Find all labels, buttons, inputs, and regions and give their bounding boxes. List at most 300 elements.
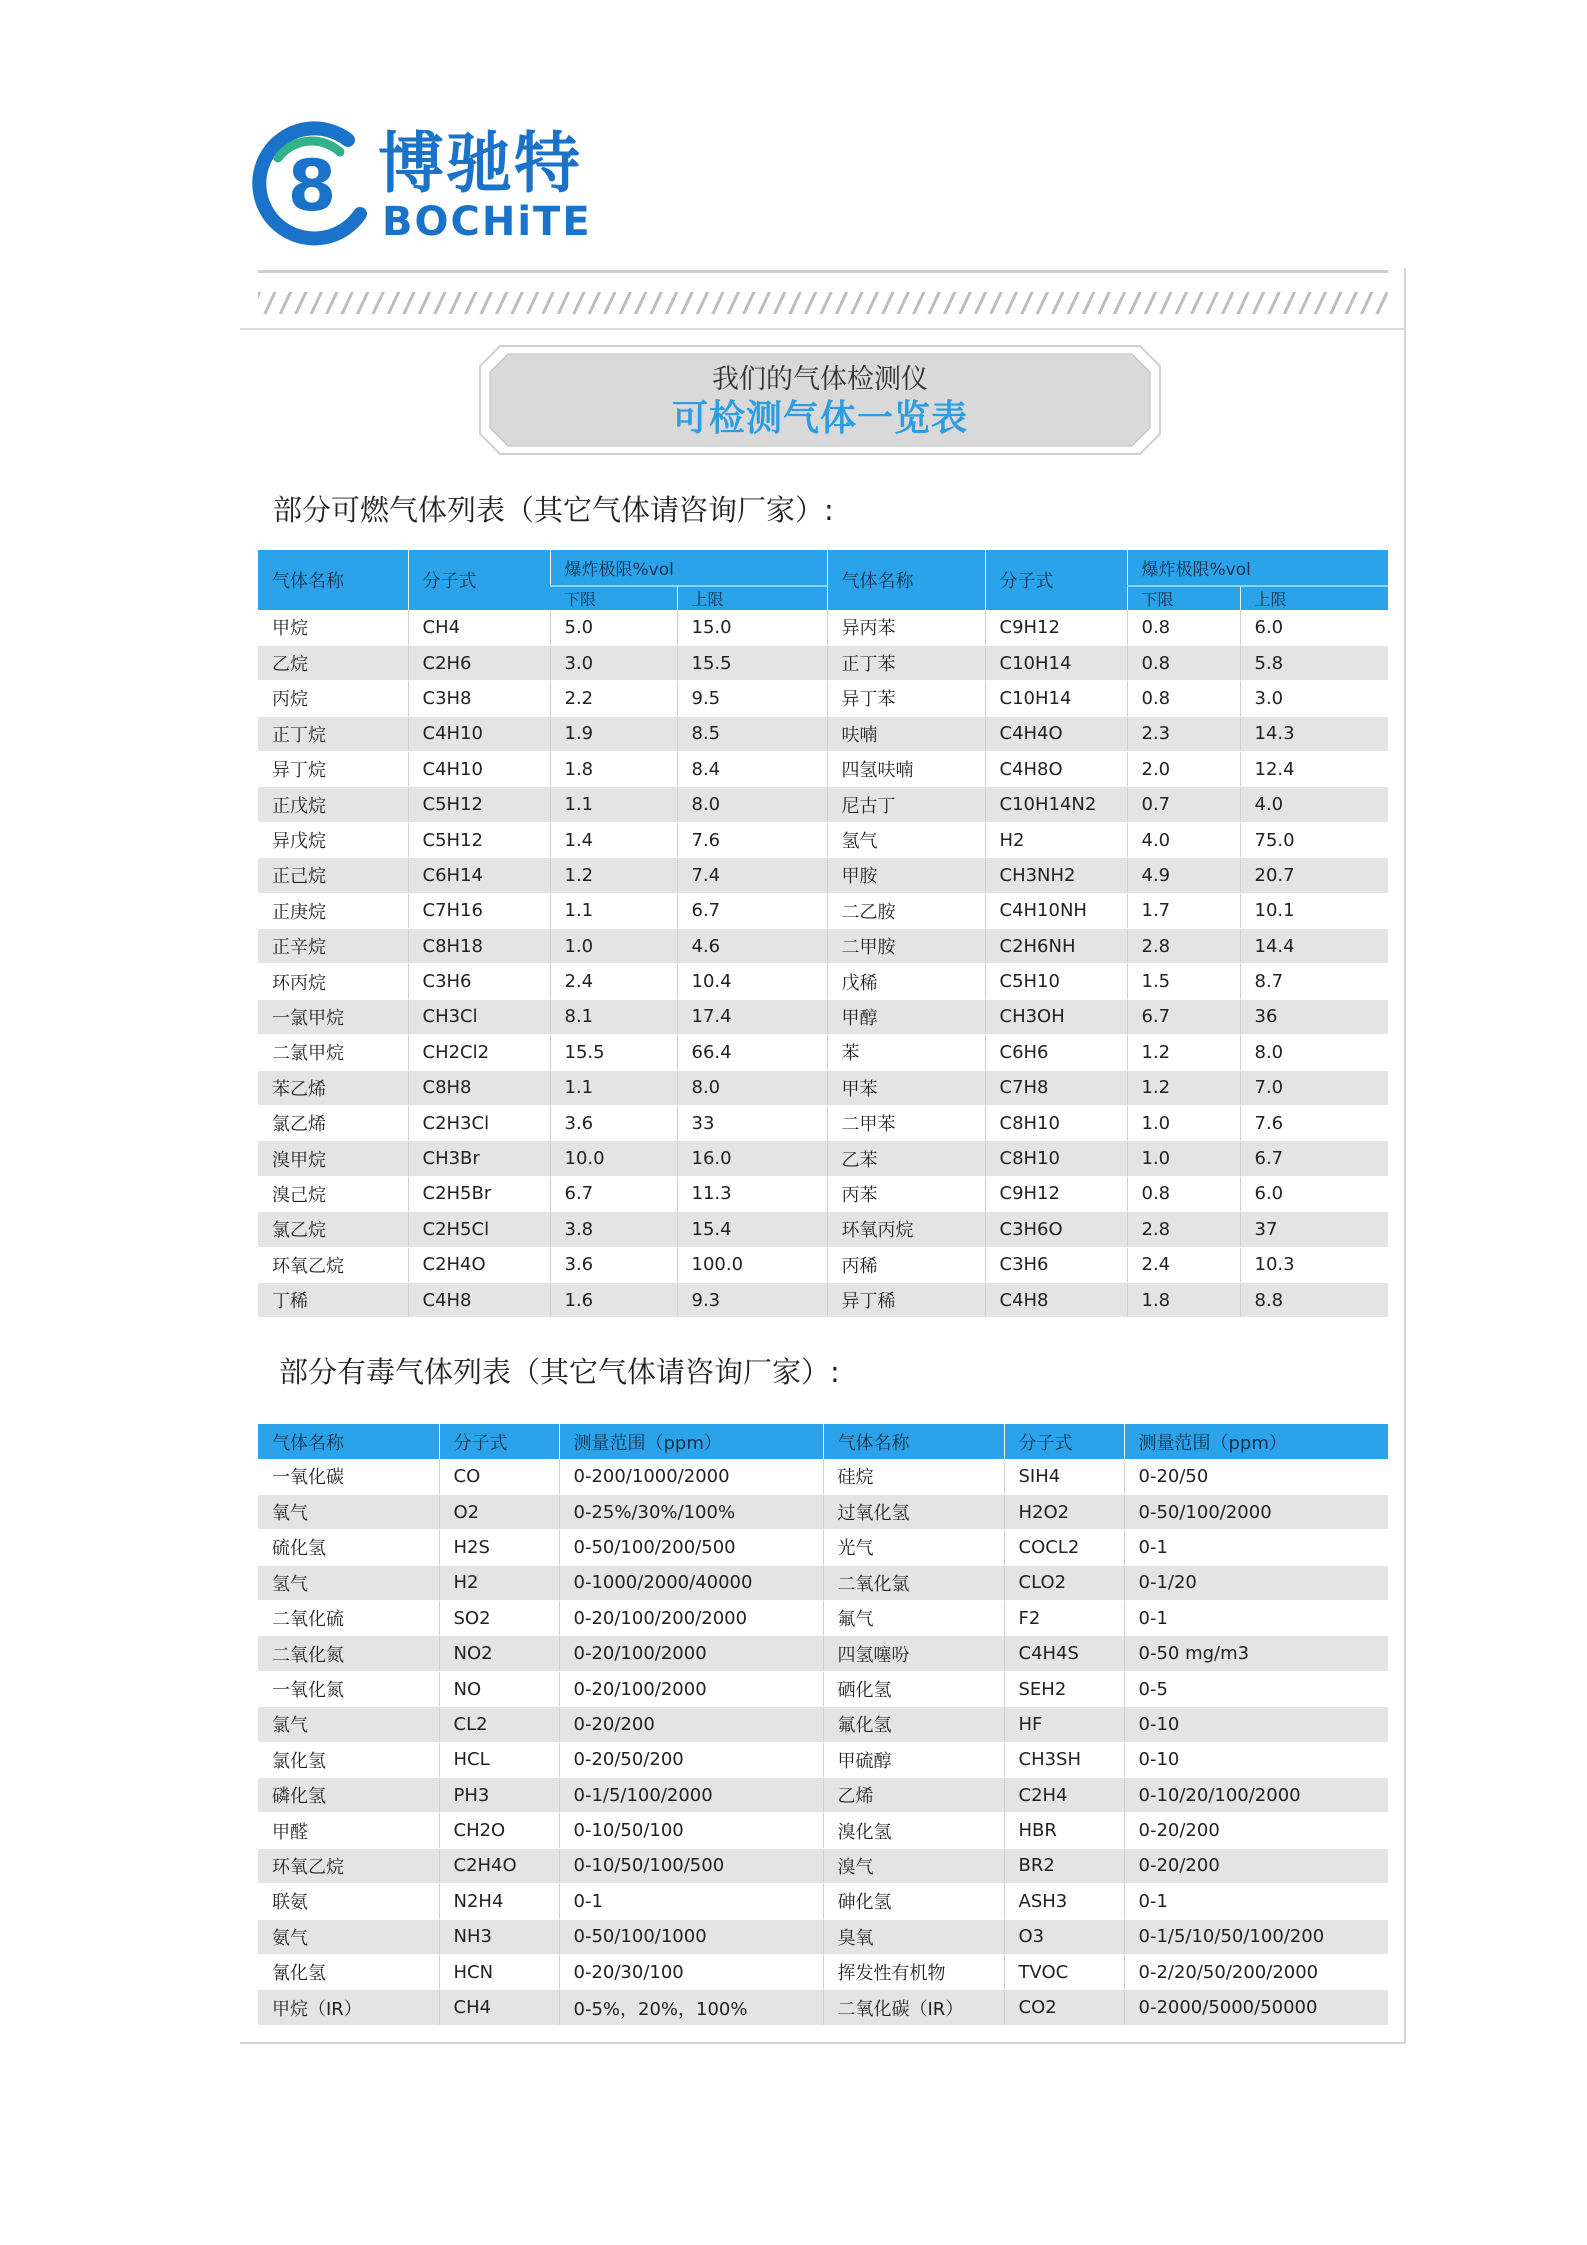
table-cell: C2H5Br (408, 1176, 550, 1211)
table-row (258, 1035, 1388, 1070)
frame-divider-line (240, 328, 1406, 330)
table-cell: C10H14N2 (985, 787, 1127, 822)
table-cell: 磷化氢 (258, 1778, 439, 1813)
table-cell: 丙苯 (827, 1176, 985, 1211)
table-cell: C2H6 (408, 645, 550, 680)
table-cell: 0-10/50/100/500 (559, 1848, 823, 1883)
table-cell: 0-20/100/200/2000 (559, 1601, 823, 1636)
table-cell: HCL (439, 1742, 559, 1777)
table-cell: C4H8 (985, 1282, 1127, 1317)
table-cell: 二甲胺 (827, 929, 985, 964)
combustible-section-title: 部分可燃气体列表（其它气体请咨询厂家）: (273, 493, 834, 527)
table-cell: CLO2 (1004, 1565, 1124, 1600)
table-cell: 溴己烷 (258, 1176, 408, 1211)
table-cell: 二氧化硫 (258, 1601, 439, 1636)
table-row (258, 1212, 1388, 1247)
table-cell: HF (1004, 1707, 1124, 1742)
banner-line1: 我们的气体检测仪 (712, 364, 928, 395)
table-cell: 0-50/100/200/500 (559, 1530, 823, 1565)
table-cell: C8H8 (408, 1070, 550, 1105)
table-cell: 36 (1240, 999, 1388, 1034)
table-cell: 氯化氢 (258, 1742, 439, 1777)
table-cell: 光气 (823, 1530, 1004, 1565)
table-cell: 丁稀 (258, 1282, 408, 1317)
table-row (258, 964, 1388, 999)
table-cell: CO2 (1004, 1990, 1124, 2025)
table-cell: CH4 (439, 1990, 559, 2025)
table-row (258, 716, 1388, 751)
table-cell: C8H18 (408, 929, 550, 964)
col-header-range: 测量范围（ppm） (1124, 1424, 1388, 1459)
table-cell: C5H10 (985, 964, 1127, 999)
table-cell: ASH3 (1004, 1884, 1124, 1919)
table-cell: 0-1000/2000/40000 (559, 1565, 823, 1600)
table-cell: 挥发性有机物 (823, 1954, 1004, 1989)
frame-top-line (258, 270, 1388, 273)
table-cell: 0-50/100/1000 (559, 1919, 823, 1954)
col-header-formula: 分子式 (1004, 1424, 1124, 1459)
table-cell: 2.2 (550, 681, 677, 716)
table-cell: 6.7 (1240, 1141, 1388, 1176)
table-cell: 8.5 (677, 716, 827, 751)
table-cell: 1.8 (1127, 1282, 1240, 1317)
table-row (258, 1813, 1388, 1848)
table-cell: 100.0 (677, 1247, 827, 1282)
col-header-upper: 上限 (1240, 586, 1388, 610)
table-cell: 0-1 (1124, 1884, 1388, 1919)
table-cell: N2H4 (439, 1884, 559, 1919)
table-cell: 1.1 (550, 893, 677, 928)
table-cell: C2H4O (408, 1247, 550, 1282)
table-cell: TVOC (1004, 1954, 1124, 1989)
table-cell: CH4 (408, 610, 550, 645)
table-cell: 5.0 (550, 610, 677, 645)
table-cell: 二氧化氮 (258, 1636, 439, 1671)
table-cell: 甲烷（IR） (258, 1990, 439, 2025)
table-row (258, 999, 1388, 1034)
table-cell: 砷化氢 (823, 1884, 1004, 1919)
table-cell: SIH4 (1004, 1459, 1124, 1494)
toxic-section-title: 部分有毒气体列表（其它气体请咨询厂家）: (279, 1355, 840, 1389)
table-cell: 66.4 (677, 1035, 827, 1070)
table-cell: C9H12 (985, 610, 1127, 645)
table-cell: C2H5Cl (408, 1212, 550, 1247)
table-cell: 0-20/100/2000 (559, 1671, 823, 1706)
table-row (258, 858, 1388, 893)
hatched-divider (258, 292, 1388, 314)
brand-logo (248, 118, 608, 253)
svg-text:8: 8 (287, 145, 337, 227)
brand-name-cn: 博驰特 (378, 125, 582, 202)
table-cell: 联氨 (258, 1884, 439, 1919)
table-cell: 15.4 (677, 1212, 827, 1247)
table-cell: PH3 (439, 1778, 559, 1813)
table-cell: C2H3Cl (408, 1105, 550, 1140)
table-row (258, 1919, 1388, 1954)
table-row (258, 645, 1388, 680)
table-cell: 氯气 (258, 1707, 439, 1742)
table-cell: 8.4 (677, 752, 827, 787)
table-row (258, 1105, 1388, 1140)
table-cell: 7.6 (1240, 1105, 1388, 1140)
table-cell: 0-2000/5000/50000 (1124, 1990, 1388, 2025)
table-cell: 0-1/5/10/50/100/200 (1124, 1919, 1388, 1954)
table-cell: 0-20/30/100 (559, 1954, 823, 1989)
table-cell: 6.7 (677, 893, 827, 928)
table-cell: 0-1/5/100/2000 (559, 1778, 823, 1813)
table-cell: 异丁苯 (827, 681, 985, 716)
table-cell: 9.5 (677, 681, 827, 716)
table-cell: 环丙烷 (258, 964, 408, 999)
table-cell: 0-2/20/50/200/2000 (1124, 1954, 1388, 1989)
table-cell: 过氧化氢 (823, 1494, 1004, 1529)
table-cell: 0-1 (1124, 1530, 1388, 1565)
table-cell: 四氢噻吩 (823, 1636, 1004, 1671)
table-cell: 10.3 (1240, 1247, 1388, 1282)
table-cell: 溴甲烷 (258, 1141, 408, 1176)
table-cell: 1.9 (550, 716, 677, 751)
table-cell: HCN (439, 1954, 559, 1989)
table-cell: 氢气 (827, 822, 985, 857)
col-header-range: 测量范围（ppm） (559, 1424, 823, 1459)
table-cell: C3H6 (985, 1247, 1127, 1282)
table-cell: C5H12 (408, 822, 550, 857)
table-cell: 7.0 (1240, 1070, 1388, 1105)
table-cell: 6.0 (1240, 1176, 1388, 1211)
table-cell: 1.0 (1127, 1105, 1240, 1140)
table-cell: CL2 (439, 1707, 559, 1742)
table-cell: 3.8 (550, 1212, 677, 1247)
toxic-table-body (258, 1459, 1388, 2025)
table-cell: NO (439, 1671, 559, 1706)
table-cell: 16.0 (677, 1141, 827, 1176)
table-row (258, 1565, 1388, 1600)
table-cell: CH3Cl (408, 999, 550, 1034)
table-cell: 3.0 (1240, 681, 1388, 716)
bochite-logo-icon (248, 118, 376, 248)
table-cell: 环氧乙烷 (258, 1247, 408, 1282)
table-cell: 溴气 (823, 1848, 1004, 1883)
table-cell: 2.0 (1127, 752, 1240, 787)
table-cell: 氰化氢 (258, 1954, 439, 1989)
table-cell: 3.0 (550, 645, 677, 680)
table-cell: C4H4O (985, 716, 1127, 751)
table-row (258, 1176, 1388, 1211)
table-cell: 9.3 (677, 1282, 827, 1317)
table-cell: 乙烯 (823, 1778, 1004, 1813)
table-cell: 异丁烷 (258, 752, 408, 787)
table-cell: 氢气 (258, 1565, 439, 1600)
table-cell: 氯乙烯 (258, 1105, 408, 1140)
table-cell: C4H10NH (985, 893, 1127, 928)
table-cell: 10.1 (1240, 893, 1388, 928)
table-cell: 甲醛 (258, 1813, 439, 1848)
table-cell: F2 (1004, 1601, 1124, 1636)
table-cell: 0-5%，20%，100% (559, 1990, 823, 2025)
table-cell: COCL2 (1004, 1530, 1124, 1565)
table-cell: CH3NH2 (985, 858, 1127, 893)
table-cell: 0-1 (559, 1884, 823, 1919)
table-cell: CO (439, 1459, 559, 1494)
table-cell: 6.7 (550, 1176, 677, 1211)
combustible-table-body (258, 610, 1388, 1318)
table-cell: 0-10/20/100/2000 (1124, 1778, 1388, 1813)
col-header-formula: 分子式 (439, 1424, 559, 1459)
table-cell: 8.0 (677, 1070, 827, 1105)
table-cell: 1.6 (550, 1282, 677, 1317)
table-cell: 四氢呋喃 (827, 752, 985, 787)
table-cell: SO2 (439, 1601, 559, 1636)
table-cell: C4H8 (408, 1282, 550, 1317)
table-row (258, 787, 1388, 822)
table-cell: 二氧化氯 (823, 1565, 1004, 1600)
table-cell: 1.0 (1127, 1141, 1240, 1176)
table-cell: 17.4 (677, 999, 827, 1034)
table-row (258, 1070, 1388, 1105)
table-row (258, 1141, 1388, 1176)
col-header-name: 气体名称 (827, 550, 985, 610)
table-cell: 正庚烷 (258, 893, 408, 928)
table-cell: C5H12 (408, 787, 550, 822)
table-cell: C4H8O (985, 752, 1127, 787)
table-cell: 环氧丙烷 (827, 1212, 985, 1247)
table-cell: 氯乙烷 (258, 1212, 408, 1247)
table-row (258, 1601, 1388, 1636)
col-header-name: 气体名称 (258, 1424, 439, 1459)
table-cell: 苯 (827, 1035, 985, 1070)
table-cell: H2 (439, 1565, 559, 1600)
table-row (258, 1636, 1388, 1671)
table-cell: 6.0 (1240, 610, 1388, 645)
table-cell: C3H6O (985, 1212, 1127, 1247)
table-cell: 33 (677, 1105, 827, 1140)
table-cell: 1.0 (550, 929, 677, 964)
table-cell: 2.8 (1127, 929, 1240, 964)
table-cell: 苯乙烯 (258, 1070, 408, 1105)
table-cell: C10H14 (985, 645, 1127, 680)
table-row (258, 1742, 1388, 1777)
table-row (258, 1671, 1388, 1706)
table-cell: 1.4 (550, 822, 677, 857)
table-cell: 11.3 (677, 1176, 827, 1211)
combustible-table (258, 550, 1388, 1318)
table-cell: NO2 (439, 1636, 559, 1671)
table-cell: 6.7 (1127, 999, 1240, 1034)
table-cell: 1.8 (550, 752, 677, 787)
col-header-lower: 下限 (550, 586, 677, 610)
table-cell: 尼古丁 (827, 787, 985, 822)
table-cell: 甲醇 (827, 999, 985, 1034)
table-cell: 12.4 (1240, 752, 1388, 787)
table-cell: 0.8 (1127, 681, 1240, 716)
table-cell: 1.1 (550, 1070, 677, 1105)
table-cell: H2O2 (1004, 1494, 1124, 1529)
table-cell: C4H10 (408, 716, 550, 751)
table-cell: 2.4 (550, 964, 677, 999)
table-cell: 氧气 (258, 1494, 439, 1529)
table-cell: C9H12 (985, 1176, 1127, 1211)
table-cell: 硒化氢 (823, 1671, 1004, 1706)
table-cell: 15.0 (677, 610, 827, 645)
table-cell: 正丁烷 (258, 716, 408, 751)
col-header-lower: 下限 (1127, 586, 1240, 610)
table-cell: 二甲苯 (827, 1105, 985, 1140)
table-cell: 0-10/50/100 (559, 1813, 823, 1848)
table-cell: 2.3 (1127, 716, 1240, 751)
table-row (258, 1530, 1388, 1565)
table-cell: 10.0 (550, 1141, 677, 1176)
table-cell: 正己烷 (258, 858, 408, 893)
table-cell: C8H10 (985, 1105, 1127, 1140)
table-cell: O3 (1004, 1919, 1124, 1954)
table-row (258, 1954, 1388, 1989)
brand-name-en: BOCHiTE (382, 199, 592, 245)
table-cell: 二乙胺 (827, 893, 985, 928)
table-cell: 甲苯 (827, 1070, 985, 1105)
table-cell: CH3OH (985, 999, 1127, 1034)
table-cell: C2H6NH (985, 929, 1127, 964)
table-cell: C3H8 (408, 681, 550, 716)
table-cell: 4.9 (1127, 858, 1240, 893)
table-cell: 0-20/200 (1124, 1848, 1388, 1883)
banner-line2: 可检测气体一览表 (671, 398, 968, 439)
table-cell: 20.7 (1240, 858, 1388, 893)
table-cell: C8H10 (985, 1141, 1127, 1176)
table-cell: 0-10 (1124, 1742, 1388, 1777)
table-cell: 0-5 (1124, 1671, 1388, 1706)
table-cell: CH2Cl2 (408, 1035, 550, 1070)
table-cell: 0.8 (1127, 1176, 1240, 1211)
table-cell: 二氧化碳（IR） (823, 1990, 1004, 2025)
table-cell: H2 (985, 822, 1127, 857)
col-header-name: 气体名称 (258, 550, 408, 610)
table-row (258, 929, 1388, 964)
table-cell: 2.8 (1127, 1212, 1240, 1247)
table-cell: 0-20/50 (1124, 1459, 1388, 1494)
table-row (258, 893, 1388, 928)
table-row (258, 1990, 1388, 2025)
col-header-limit: 爆炸极限%vol (550, 550, 827, 586)
col-header-name: 气体名称 (823, 1424, 1004, 1459)
table-row (258, 1282, 1388, 1317)
table-cell: 乙烷 (258, 645, 408, 680)
table-cell: 一氧化碳 (258, 1459, 439, 1494)
table-cell: 二氯甲烷 (258, 1035, 408, 1070)
table-cell: 0-50/100/2000 (1124, 1494, 1388, 1529)
table-cell: 硅烷 (823, 1459, 1004, 1494)
table-cell: 8.7 (1240, 964, 1388, 999)
table-cell: 一氯甲烷 (258, 999, 408, 1034)
table-cell: 0-10 (1124, 1707, 1388, 1742)
table-row (258, 752, 1388, 787)
table-cell: 75.0 (1240, 822, 1388, 857)
table-row (258, 1707, 1388, 1742)
table-cell: 正丁苯 (827, 645, 985, 680)
table-cell: 37 (1240, 1212, 1388, 1247)
table-cell: 0-50 mg/m3 (1124, 1636, 1388, 1671)
table-cell: 异戊烷 (258, 822, 408, 857)
table-cell: 异丁稀 (827, 1282, 985, 1317)
table-cell: 1.2 (1127, 1035, 1240, 1070)
table-cell: 氟气 (823, 1601, 1004, 1636)
table-cell: CH2O (439, 1813, 559, 1848)
table-cell: 1.1 (550, 787, 677, 822)
table-cell: 0.8 (1127, 610, 1240, 645)
table-cell: C3H6 (408, 964, 550, 999)
table-cell: 0-20/50/200 (559, 1742, 823, 1777)
table-cell: 4.0 (1127, 822, 1240, 857)
table-cell: 3.6 (550, 1105, 677, 1140)
table-cell: 正辛烷 (258, 929, 408, 964)
table-cell: 1.2 (1127, 1070, 1240, 1105)
table-cell: 14.4 (1240, 929, 1388, 964)
table-cell: 丙稀 (827, 1247, 985, 1282)
table-cell: C7H8 (985, 1070, 1127, 1105)
table-row (258, 822, 1388, 857)
table-cell: 1.5 (1127, 964, 1240, 999)
table-cell: 正戊烷 (258, 787, 408, 822)
table-row (258, 1884, 1388, 1919)
table-cell: 1.7 (1127, 893, 1240, 928)
col-header-upper: 上限 (677, 586, 827, 610)
table-row (258, 1494, 1388, 1529)
table-cell: 4.6 (677, 929, 827, 964)
table-cell: HBR (1004, 1813, 1124, 1848)
table-cell: 1.2 (550, 858, 677, 893)
table-row (258, 681, 1388, 716)
table-cell: H2S (439, 1530, 559, 1565)
table-cell: NH3 (439, 1919, 559, 1954)
col-header-formula: 分子式 (985, 550, 1127, 610)
table-cell: 10.4 (677, 964, 827, 999)
table-cell: 15.5 (550, 1035, 677, 1070)
col-header-formula: 分子式 (408, 550, 550, 610)
table-cell: 8.0 (1240, 1035, 1388, 1070)
table-cell: BR2 (1004, 1848, 1124, 1883)
table-cell: 溴化氢 (823, 1813, 1004, 1848)
table-cell: 乙苯 (827, 1141, 985, 1176)
table-cell: 5.8 (1240, 645, 1388, 680)
col-header-limit: 爆炸极限%vol (1127, 550, 1388, 586)
table-cell: 戊稀 (827, 964, 985, 999)
table-row (258, 1459, 1388, 1494)
table-cell: 0.7 (1127, 787, 1240, 822)
table-cell: 7.6 (677, 822, 827, 857)
table-cell: CH3SH (1004, 1742, 1124, 1777)
table-cell: 硫化氢 (258, 1530, 439, 1565)
table-cell: C7H16 (408, 893, 550, 928)
table-cell: C4H4S (1004, 1636, 1124, 1671)
table-cell: 0-25%/30%/100% (559, 1494, 823, 1529)
table-row (258, 610, 1388, 645)
table-cell: 一氧化氮 (258, 1671, 439, 1706)
table-row (258, 1848, 1388, 1883)
table-cell: 异丙苯 (827, 610, 985, 645)
table-cell: 8.1 (550, 999, 677, 1034)
table-cell: O2 (439, 1494, 559, 1529)
table-row (258, 1247, 1388, 1282)
table-cell: 0-1/20 (1124, 1565, 1388, 1600)
table-cell: CH3Br (408, 1141, 550, 1176)
table-cell: 8.8 (1240, 1282, 1388, 1317)
title-banner (478, 344, 1162, 456)
table-cell: 0.8 (1127, 645, 1240, 680)
table-cell: SEH2 (1004, 1671, 1124, 1706)
table-row (258, 1778, 1388, 1813)
table-cell: 0-20/200 (559, 1707, 823, 1742)
table-cell: 8.0 (677, 787, 827, 822)
table-cell: 0-20/200 (1124, 1813, 1388, 1848)
